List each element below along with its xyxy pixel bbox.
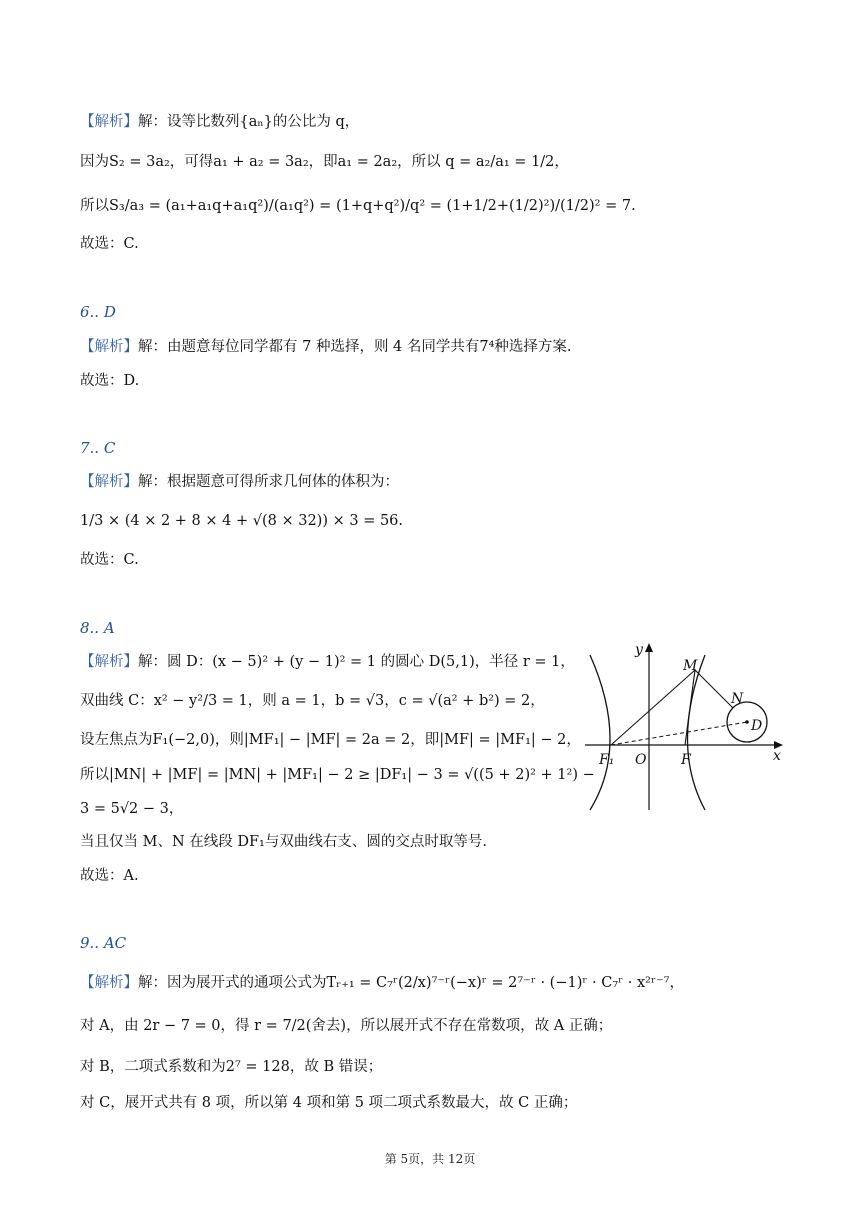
solution-text: 解：圆 D：(x − 5)² + (y − 1)² = 1 的圆心 D(5,1)，半径 r = 1， (138, 654, 575, 670)
choice-line: 故选：A. (80, 868, 139, 884)
question-number: 7.. C (80, 439, 116, 457)
choice-line: 故选：C. (80, 552, 139, 568)
label-f: F (681, 752, 691, 768)
label-d: D (751, 718, 763, 734)
solution-line: 因为S₂ = 3a₂，可得a₁ + a₂ = 3a₂，即a₁ = 2a₂，所以 q = a₂/a₁ = 1/2， (80, 154, 569, 170)
solution-text: 解：由题意每位同学都有 7 种选择，则 4 名同学共有7⁴种选择方案. (138, 339, 572, 355)
label-m: M (683, 658, 698, 674)
segment-mf (685, 670, 695, 745)
solution-text: 解：设等比数列{aₙ}的公比为 q， (138, 114, 360, 130)
solution-line (80, 337, 572, 357)
y-axis-arrow (645, 643, 653, 652)
choice-line: 故选：D. (80, 373, 140, 389)
solution-text: 解：根据题意可得所求几何体的体积为： (138, 474, 399, 490)
question-number: 9.. AC (80, 934, 127, 952)
solution-line (80, 112, 359, 132)
solution-line: 双曲线 C：x² − y²/3 = 1，则 a = 1，b = √3，c = √(a² + b²) = 2， (80, 693, 545, 709)
point-d (745, 720, 749, 724)
analysis-tag: 【解析】 (80, 654, 138, 670)
solution-text: 解：因为展开式的通项公式为Tᵣ₊₁ = C₇ʳ(2/x)⁷⁻ʳ(−x)ʳ = 2⁷⁻ʳ · (−1)ʳ · C₇ʳ · x²ʳ⁻⁷， (138, 975, 684, 991)
question-number: 8.. A (80, 619, 115, 637)
solution-line: 对 B，二项式系数和为2⁷ = 128，故 B 错误； (80, 1059, 383, 1075)
solution-line: 所以S₃/a₃ = (a₁+a₁q+a₁q²)/(a₁q²) = (1+q+q²)/q² = (1+1/2+(1/2)²)/(1/2)² = 7. (80, 198, 636, 214)
hyperbola-left-branch (590, 655, 610, 810)
segment-mn (695, 670, 733, 708)
hyperbola-circle-figure (585, 640, 785, 815)
choice-line: 故选：C. (80, 236, 139, 252)
segment-mf1 (611, 670, 695, 745)
label-x: x (773, 748, 781, 764)
analysis-tag: 【解析】 (80, 474, 138, 490)
analysis-tag: 【解析】 (80, 975, 138, 991)
solution-line (80, 973, 684, 993)
solution-line: 1/3 × (4 × 2 + 8 × 4 + √(8 × 32)) × 3 = 56. (80, 513, 404, 529)
label-n: N (731, 691, 744, 707)
solution-line: 当且仅当 M、N 在线段 DF₁与双曲线右支、圆的交点时取等号. (80, 834, 487, 850)
analysis-tag: 【解析】 (80, 339, 138, 355)
hyperbola-right-branch (688, 655, 706, 810)
solution-line: 对 A，由 2r − 7 = 0，得 r = 7/2(舍去)，所以展开式不存在常数项，故 A 正确； (80, 1018, 613, 1034)
label-f1: F₁ (599, 752, 615, 768)
label-y: y (635, 642, 643, 658)
solution-line: 对 C，展开式共有 8 项，所以第 4 项和第 5 项二项式系数最大，故 C 正确； (80, 1095, 578, 1111)
label-o: O (635, 752, 647, 768)
solution-line (80, 472, 399, 492)
page-footer: 第 5页，共 12页 (384, 1152, 476, 1166)
solution-line (80, 652, 575, 672)
segment-df1-dashed (611, 722, 747, 745)
analysis-tag: 【解析】 (80, 114, 138, 130)
solution-line: 设左焦点为F₁(−2,0)，则|MF₁| − |MF| = 2a = 2，即|MF| = |MF₁| − 2， (80, 732, 581, 748)
solution-line: 3 = 5√2 − 3， (80, 801, 184, 817)
solution-line: 所以|MN| + |MF| = |MN| + |MF₁| − 2 ≥ |DF₁| − 3 = √((5 + 2)² + 1²) − (80, 767, 595, 783)
question-number: 6.. D (80, 303, 116, 321)
